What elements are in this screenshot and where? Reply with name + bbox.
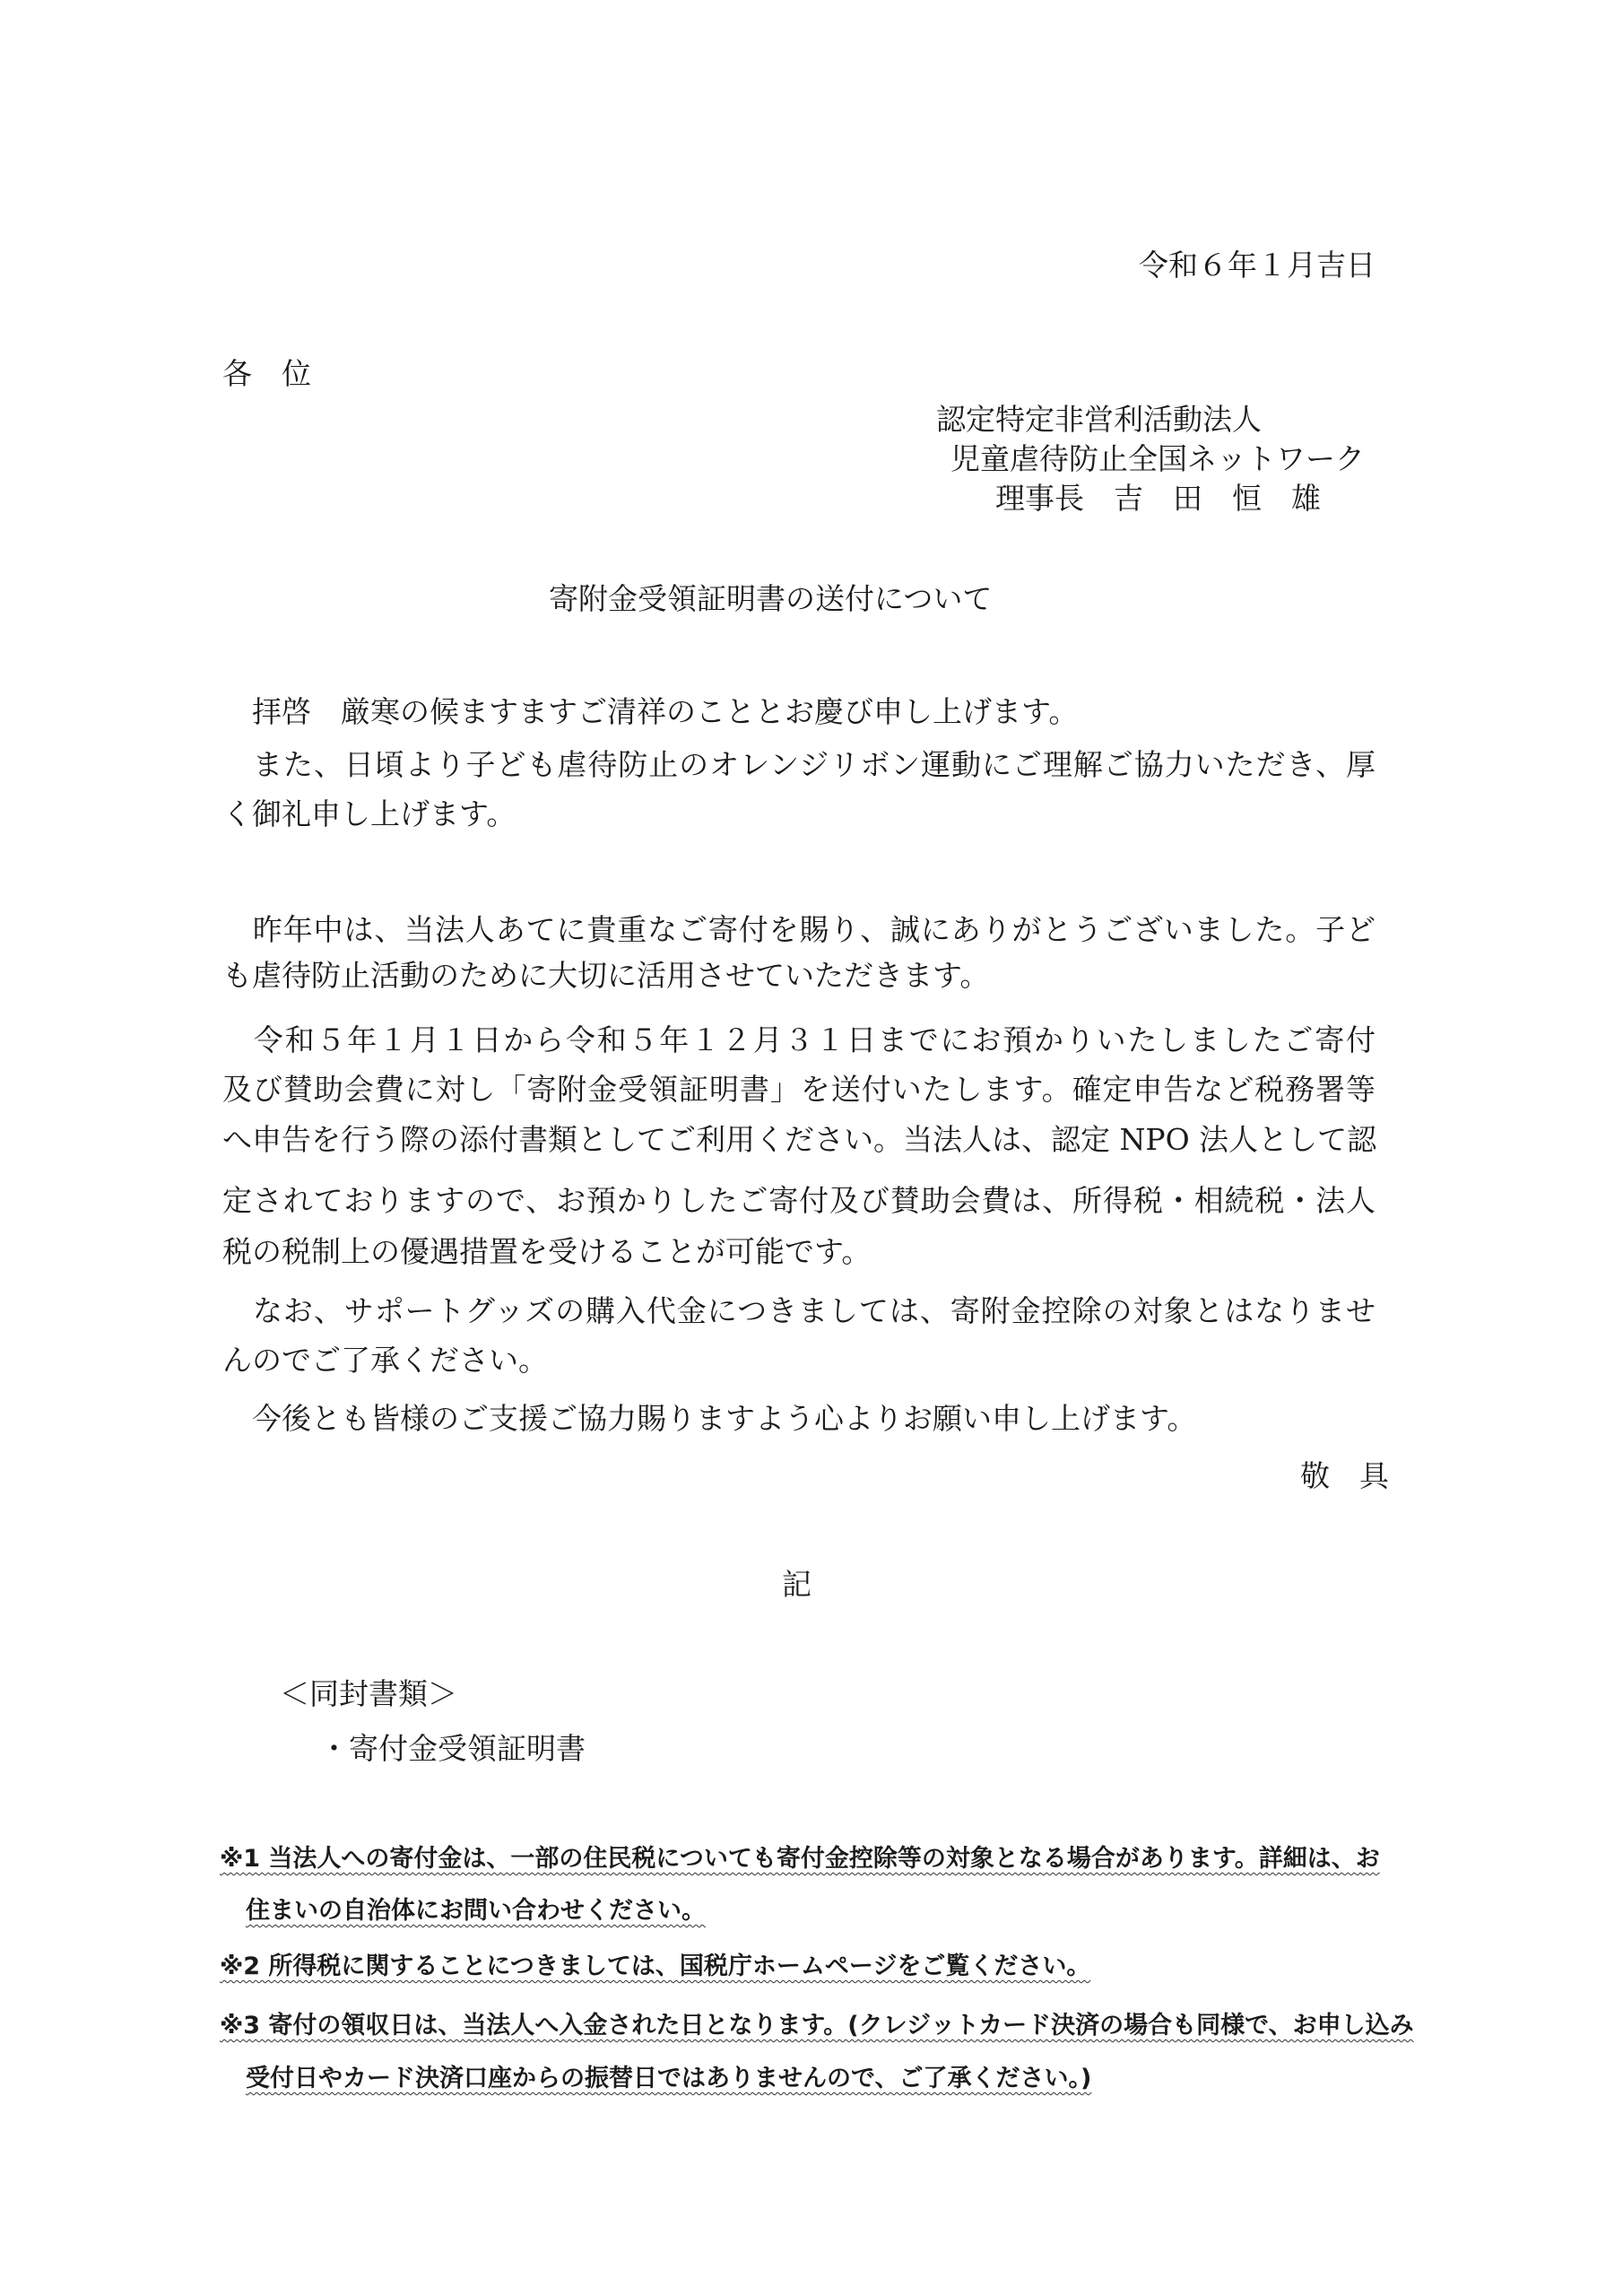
footnote-2: ※2 所得税に関することにつきましては、国税庁ホームページをご覧ください。 — [220, 1952, 1091, 1980]
letter-title: 寄附金受領証明書の送付について — [549, 581, 993, 616]
body-line: 及び賛助会費に対し「寄附金受領証明書」を送付いたします。確定申告など税務署等 — [222, 1072, 1376, 1107]
body-line: 令和５年１月１日から令和５年１２月３１日までにお預かりいたしましたご寄付 — [222, 1022, 1376, 1057]
footnote-3: ※3 寄付の領収日は、当法人へ入金された日となります。(クレジットカード決済の場合も同様で、お申し込み — [220, 2012, 1414, 2039]
addressee: 各 位 — [222, 356, 311, 391]
footnote-3-cont: 受付日やカード決済口座からの振替日ではありませんので、ご了承ください。) — [246, 2065, 1092, 2092]
body-line: く御礼申し上げます。 — [222, 796, 516, 831]
body-line: また、日頃より子ども虐待防止のオレンジリボン運動にご理解ご協力いただき、厚 — [222, 747, 1376, 782]
body-line: へ申告を行う際の添付書類としてご利用ください。当法人は、認定 NPO 法人として認 — [222, 1122, 1377, 1157]
sender-org-name: 児童虐待防止全国ネットワーク — [950, 441, 1365, 476]
enclosure-item: ・寄付金受領証明書 — [319, 1731, 586, 1766]
body-line: 税の税制上の優遇措置を受けることが可能です。 — [222, 1234, 872, 1269]
body-line: 今後とも皆様のご支援ご協力賜りますよう心よりお願い申し上げます。 — [222, 1401, 1197, 1436]
body-line: 昨年中は、当法人あてに貴重なご寄付を賜り、誠にありがとうございました。子ど — [222, 912, 1376, 947]
footnote-1: ※1 当法人への寄付金は、一部の住民税についても寄付金控除等の対象となる場合があります。詳細は、お — [220, 1845, 1380, 1873]
footnote-1-cont: 住まいの自治体にお問い合わせください。 — [246, 1897, 706, 1925]
sender-org-type: 認定特定非営利活動法人 — [936, 402, 1262, 437]
sender-representative: 理事長 吉 田 恒 雄 — [995, 481, 1321, 516]
body-line: んのでご了承ください。 — [222, 1343, 548, 1378]
enclosure-heading: ＜同封書類＞ — [280, 1676, 457, 1711]
body-line: 拝啓 厳寒の候ますますご清祥のこととお慶び申し上げます。 — [222, 694, 1079, 729]
ki-heading: 記 — [782, 1567, 812, 1602]
body-line: なお、サポートグッズの購入代金につきましては、寄附金控除の対象とはなりませ — [222, 1293, 1376, 1328]
closing: 敬 具 — [1300, 1458, 1389, 1493]
body-line: 定されておりますので、お預かりしたご寄付及び賛助会費は、所得税・相続税・法人 — [222, 1183, 1376, 1218]
body-line: も虐待防止活動のために大切に活用させていただきます。 — [222, 958, 990, 993]
letter-date: 令和６年１月吉日 — [1139, 248, 1376, 283]
